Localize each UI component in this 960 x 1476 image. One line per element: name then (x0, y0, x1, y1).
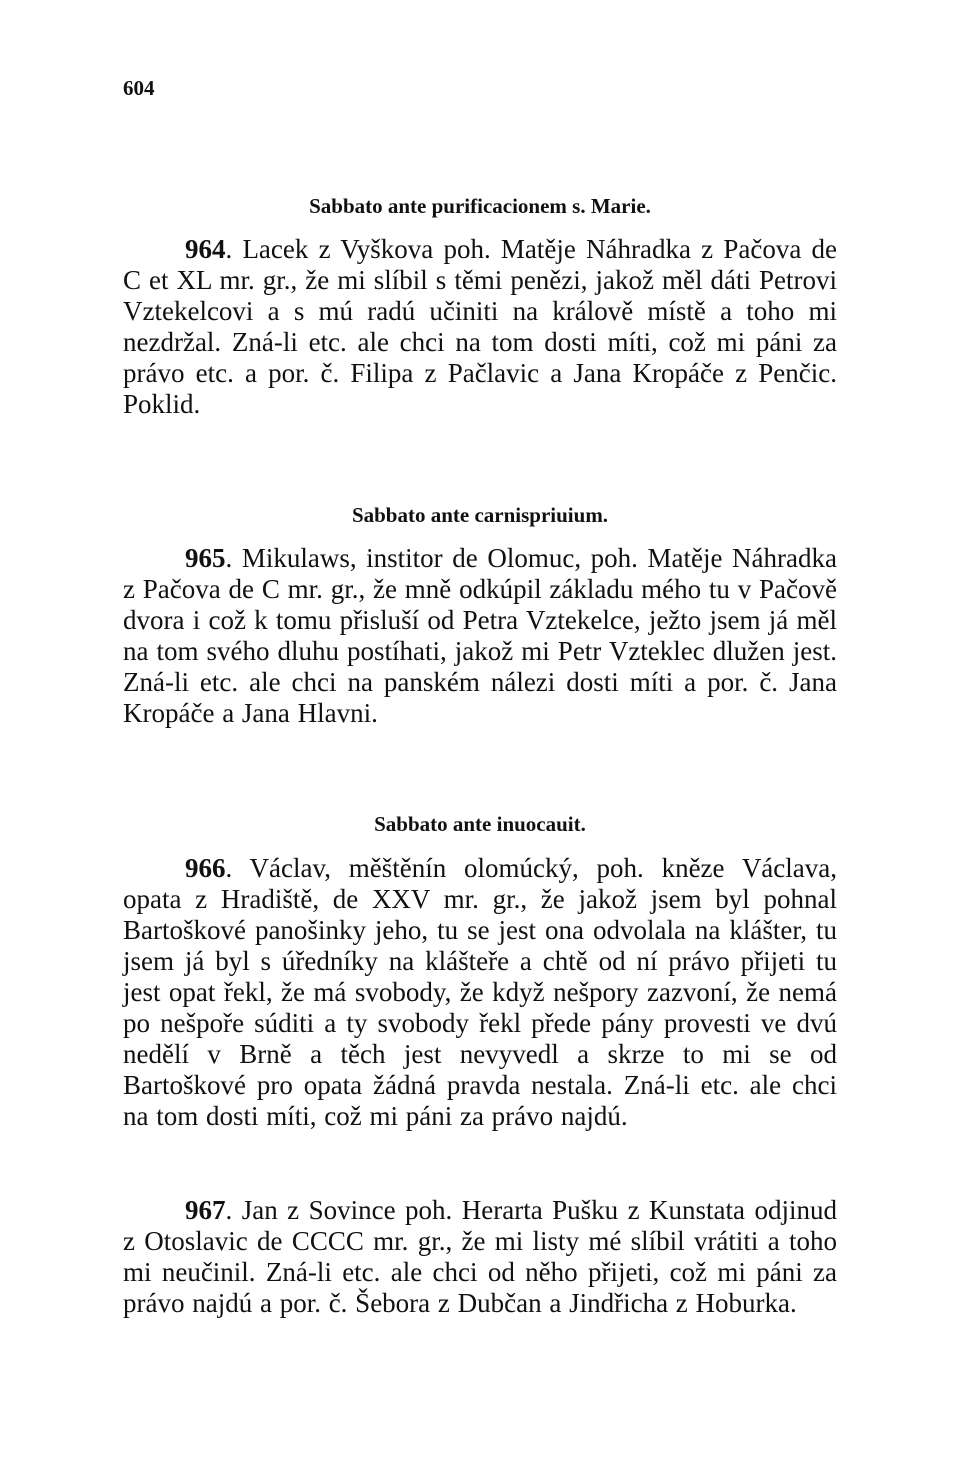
section-heading: Sabbato ante inuocauit. (374, 812, 586, 836)
entry-number: 964 (185, 234, 226, 264)
page-number: 604 (123, 76, 155, 100)
entry-text: . Jan z Sovince poh. Herarta Pušku z Kunstata odjinud z Otoslavic de CCCC mr. gr., že mi listy mé slíbil vrátiti a toho mi neučinil. Zná-li etc. ale chci od něho přijeti, což mi páni za právo najdú a por. č. Šebora z Dubčan a Jindřicha z Hoburka. (123, 1195, 837, 1318)
entry-text: . Václav, měštěnín olomúcký, poh. kněze Václava, opata z Hradiště, de XXV mr. gr., že jakož jsem byl pohnal Bartoškové panošinky jeho, tu se jest ona odvolala na klášter, tu jsem já byl s úředníky na klášteře a chtě od ní právo přijeti tu jest opat řekl, že má svobody, že když nešpory zazvoní, že nemá po nešpoře súditi a ty svobody řekl přede pány provesti ve dvú nedělí v Brně a těch jest nevyvedl a skrze to mi se od Bartoškové pro opata žádná pravda nestala. Zná-li etc. ale chci na tom dosti míti, což mi páni za právo najdú. (123, 853, 837, 1131)
entry-967 (123, 1195, 837, 1319)
section-heading: Sabbato ante carnispriuium. (351, 503, 609, 527)
entry-text: . Lacek z Vyškova poh. Matěje Náhradka z Pačova de C et XL mr. gr., že mi slíbil s těmi penězi, jakož měl dáti Petrovi Vztekelcovi a s mú radú učiniti na králově místě a toho mi nezdržal. Zná-li etc. ale chci na tom dosti míti, což mi páni za právo etc. a por. č. Filipa z Pačlavic a Jana Kropáče z Penčic. Poklid. (123, 234, 837, 419)
entry-965 (123, 543, 837, 729)
entry-964 (123, 234, 837, 420)
entry-number: 966 (185, 853, 226, 883)
section-heading: Sabbato ante purificacionem s. Marie. (309, 194, 651, 218)
entry-number: 965 (185, 543, 226, 573)
entry-966 (123, 853, 837, 1132)
entry-text: . Mikulaws, institor de Olomuc, poh. Matěje Náhradka z Pačova de C mr. gr., že mně odkúpil základu mého tu v Pačově dvora i což k tomu přisluší od Petra Vztekelce, ježto jsem já měl na tom svého dluhu postíhati, jakož mi Petr Vzteklec dlužen jest. Zná-li etc. ale chci na panském nálezi dosti míti a por. č. Jana Kropáče a Jana Hlavni. (123, 543, 837, 728)
entry-number: 967 (185, 1195, 226, 1225)
